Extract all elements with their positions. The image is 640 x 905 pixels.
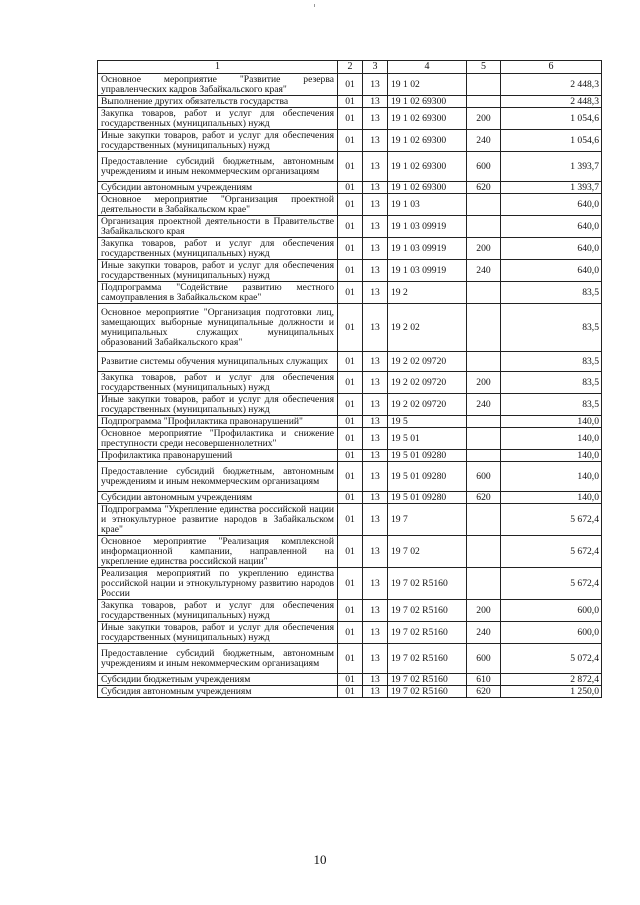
cell-target-article: 19 1 02 69300 (388, 182, 467, 194)
table-row (98, 504, 602, 536)
cell-target-article: 19 1 03 09919 (388, 260, 467, 282)
table-row (98, 394, 602, 416)
cell-section: 01 (338, 644, 363, 674)
cell-name: Предоставление субсидий бюджетным, автономным учреждениям и иным некоммерческим организациям (98, 152, 338, 182)
cell-expense-type: 200 (467, 108, 501, 130)
cell-section: 01 (338, 260, 363, 282)
cell-name: Закупка товаров, работ и услуг для обеспечения государственных (муниципальных) нужд (98, 600, 338, 622)
cell-amount: 600,0 (501, 600, 602, 622)
cell-expense-type (467, 568, 501, 600)
cell-name: Подпрограмма "Содействие развитию местного самоуправления в Забайкальском крае" (98, 282, 338, 304)
table-row (98, 216, 602, 238)
cell-amount: 5 672,4 (501, 568, 602, 600)
cell-subsection: 13 (363, 130, 388, 152)
cell-name: Подпрограмма "Укрепление единства российской нации и этнокультурное развитие народов в Забайкальском крае" (98, 504, 338, 536)
table-row (98, 372, 602, 394)
cell-target-article: 19 7 02 R5160 (388, 686, 467, 698)
cell-subsection: 13 (363, 216, 388, 238)
cell-section: 01 (338, 194, 363, 216)
cell-section: 01 (338, 492, 363, 504)
table-row (98, 674, 602, 686)
cell-expense-type: 620 (467, 182, 501, 194)
cell-target-article: 19 1 03 09919 (388, 216, 467, 238)
cell-expense-type (467, 416, 501, 428)
col-header-6: 6 (501, 61, 602, 74)
cell-section: 01 (338, 504, 363, 536)
cell-name: Развитие системы обучения муниципальных служащих (98, 352, 338, 372)
table-row (98, 238, 602, 260)
cell-amount: 600,0 (501, 622, 602, 644)
cell-target-article: 19 1 02 69300 (388, 130, 467, 152)
cell-subsection: 13 (363, 536, 388, 568)
cell-name: Выполнение других обязательств государства (98, 96, 338, 108)
cell-name: Закупка товаров, работ и услуг для обеспечения государственных (муниципальных) нужд (98, 238, 338, 260)
cell-target-article: 19 1 02 (388, 74, 467, 96)
cell-section: 01 (338, 130, 363, 152)
cell-section: 01 (338, 152, 363, 182)
table-row (98, 536, 602, 568)
cell-name: Подпрограмма "Профилактика правонарушений" (98, 416, 338, 428)
cell-amount: 1 054,6 (501, 130, 602, 152)
cell-expense-type: 610 (467, 674, 501, 686)
cell-name: Субсидии бюджетным учреждениям (98, 674, 338, 686)
table-row (98, 622, 602, 644)
cell-amount: 1 393,7 (501, 152, 602, 182)
cell-section: 01 (338, 686, 363, 698)
cell-name: Основное мероприятие "Организация проектной деятельности в Забайкальском крае" (98, 194, 338, 216)
cell-section: 01 (338, 536, 363, 568)
table-row (98, 96, 602, 108)
cell-amount: 640,0 (501, 216, 602, 238)
table-row (98, 182, 602, 194)
cell-expense-type (467, 282, 501, 304)
cell-amount: 140,0 (501, 462, 602, 492)
cell-subsection: 13 (363, 238, 388, 260)
cell-expense-type: 240 (467, 260, 501, 282)
cell-target-article: 19 1 02 69300 (388, 152, 467, 182)
cell-section: 01 (338, 450, 363, 462)
table-row (98, 352, 602, 372)
cell-section: 01 (338, 182, 363, 194)
cell-expense-type: 620 (467, 492, 501, 504)
col-header-4: 4 (388, 61, 467, 74)
cell-expense-type (467, 216, 501, 238)
cell-amount: 140,0 (501, 428, 602, 450)
cell-amount: 140,0 (501, 492, 602, 504)
table-row (98, 282, 602, 304)
cell-expense-type (467, 352, 501, 372)
cell-section: 01 (338, 282, 363, 304)
table-row (98, 568, 602, 600)
cell-name: Субсидия автономным учреждениям (98, 686, 338, 698)
table-row (98, 416, 602, 428)
cell-expense-type: 240 (467, 130, 501, 152)
col-header-1: 1 (98, 61, 338, 74)
cell-amount: 83,5 (501, 282, 602, 304)
table-row (98, 450, 602, 462)
cell-subsection: 13 (363, 428, 388, 450)
col-header-3: 3 (363, 61, 388, 74)
cell-amount: 83,5 (501, 304, 602, 352)
cell-target-article: 19 5 01 09280 (388, 450, 467, 462)
cell-subsection: 13 (363, 644, 388, 674)
cell-section: 01 (338, 352, 363, 372)
cell-name: Основное мероприятие "Организация подготовки лиц, замещающих выборные муниципальные должности и муниципальных служащих муниципальных образований Забайкальского края" (98, 304, 338, 352)
cell-expense-type: 600 (467, 152, 501, 182)
budget-table-container (97, 60, 602, 698)
cell-section: 01 (338, 304, 363, 352)
table-row (98, 304, 602, 352)
cell-target-article: 19 1 02 69300 (388, 108, 467, 130)
cell-target-article: 19 5 01 09280 (388, 492, 467, 504)
cell-amount: 2 448,3 (501, 74, 602, 96)
cell-section: 01 (338, 462, 363, 492)
cell-subsection: 13 (363, 492, 388, 504)
cell-amount: 83,5 (501, 352, 602, 372)
cell-section: 01 (338, 600, 363, 622)
cell-name: Иные закупки товаров, работ и услуг для обеспечения государственных (муниципальных) нужд (98, 260, 338, 282)
table-row (98, 600, 602, 622)
table-body (98, 74, 602, 698)
cell-target-article: 19 2 02 09720 (388, 352, 467, 372)
cell-amount: 1 054,6 (501, 108, 602, 130)
cell-subsection: 13 (363, 394, 388, 416)
cell-amount: 2 448,3 (501, 96, 602, 108)
cell-target-article: 19 2 (388, 282, 467, 304)
cell-target-article: 19 1 03 09919 (388, 238, 467, 260)
cell-section: 01 (338, 108, 363, 130)
cell-amount: 640,0 (501, 238, 602, 260)
cell-expense-type: 200 (467, 238, 501, 260)
cell-subsection: 13 (363, 260, 388, 282)
cell-section: 01 (338, 416, 363, 428)
cell-subsection: 13 (363, 416, 388, 428)
cell-expense-type (467, 450, 501, 462)
cell-target-article: 19 1 03 (388, 194, 467, 216)
cell-section: 01 (338, 674, 363, 686)
cell-section: 01 (338, 238, 363, 260)
cell-name: Субсидии автономным учреждениям (98, 492, 338, 504)
cell-section: 01 (338, 74, 363, 96)
cell-section: 01 (338, 394, 363, 416)
cell-name: Организация проектной деятельности в Правительстве Забайкальского края (98, 216, 338, 238)
cell-name: Субсидии автономным учреждениям (98, 182, 338, 194)
cell-section: 01 (338, 428, 363, 450)
cell-name: Основное мероприятие "Профилактика и снижение преступности среди несовершеннолетних" (98, 428, 338, 450)
cell-subsection: 13 (363, 96, 388, 108)
cell-target-article: 19 7 02 R5160 (388, 644, 467, 674)
cell-amount: 2 872,4 (501, 674, 602, 686)
cell-section: 01 (338, 96, 363, 108)
cell-amount: 140,0 (501, 416, 602, 428)
cell-name: Иные закупки товаров, работ и услуг для обеспечения государственных (муниципальных) нужд (98, 130, 338, 152)
cell-target-article: 19 7 02 R5160 (388, 622, 467, 644)
cell-name: Основное мероприятие "Реализация комплексной информационной кампании, направленной на укрепление единства российской нации" (98, 536, 338, 568)
cell-name: Закупка товаров, работ и услуг для обеспечения государственных (муниципальных) нужд (98, 108, 338, 130)
cell-subsection: 13 (363, 450, 388, 462)
cell-expense-type (467, 74, 501, 96)
cell-target-article: 19 7 02 R5160 (388, 568, 467, 600)
cell-expense-type (467, 504, 501, 536)
cell-subsection: 13 (363, 504, 388, 536)
cell-target-article: 19 7 (388, 504, 467, 536)
cell-expense-type: 240 (467, 622, 501, 644)
cell-amount: 5 672,4 (501, 504, 602, 536)
cell-name: Иные закупки товаров, работ и услуг для обеспечения государственных (муниципальных) нужд (98, 622, 338, 644)
cell-subsection: 13 (363, 152, 388, 182)
cell-subsection: 13 (363, 600, 388, 622)
cell-name: Предоставление субсидий бюджетным, автономным учреждениям и иным некоммерческим организациям (98, 644, 338, 674)
cell-subsection: 13 (363, 74, 388, 96)
table-row (98, 462, 602, 492)
cell-target-article: 19 5 (388, 416, 467, 428)
table-row (98, 194, 602, 216)
cell-expense-type: 200 (467, 372, 501, 394)
cell-amount: 640,0 (501, 260, 602, 282)
cell-name: Иные закупки товаров, работ и услуг для обеспечения государственных (муниципальных) нужд (98, 394, 338, 416)
cell-section: 01 (338, 622, 363, 644)
cell-subsection: 13 (363, 304, 388, 352)
cell-expense-type (467, 194, 501, 216)
cell-name: Предоставление субсидий бюджетным, автономным учреждениям и иным некоммерческим организациям (98, 462, 338, 492)
cell-amount: 140,0 (501, 450, 602, 462)
cell-name: Основное мероприятие "Развитие резерва управленческих кадров Забайкальского края" (98, 74, 338, 96)
table-row (98, 130, 602, 152)
cell-expense-type: 600 (467, 644, 501, 674)
cell-amount: 5 672,4 (501, 536, 602, 568)
cell-name: Реализация мероприятий по укреплению единства российской нации и этнокультурному развитию народов России (98, 568, 338, 600)
cell-target-article: 19 7 02 (388, 536, 467, 568)
cell-subsection: 13 (363, 182, 388, 194)
cell-subsection: 13 (363, 622, 388, 644)
cell-amount: 5 072,4 (501, 644, 602, 674)
cell-subsection: 13 (363, 674, 388, 686)
cell-target-article: 19 5 01 (388, 428, 467, 450)
cell-amount: 83,5 (501, 372, 602, 394)
table-row (98, 686, 602, 698)
cell-subsection: 13 (363, 352, 388, 372)
cell-section: 01 (338, 568, 363, 600)
table-row (98, 152, 602, 182)
cell-amount: 640,0 (501, 194, 602, 216)
cell-expense-type: 200 (467, 600, 501, 622)
cell-expense-type: 600 (467, 462, 501, 492)
cell-subsection: 13 (363, 108, 388, 130)
cell-subsection: 13 (363, 462, 388, 492)
cell-target-article: 19 7 02 R5160 (388, 600, 467, 622)
cell-subsection: 13 (363, 282, 388, 304)
table-row (98, 428, 602, 450)
cell-expense-type (467, 304, 501, 352)
cell-target-article: 19 2 02 09720 (388, 394, 467, 416)
cell-expense-type (467, 536, 501, 568)
table-row (98, 74, 602, 96)
cell-subsection: 13 (363, 568, 388, 600)
table-row (98, 492, 602, 504)
cell-expense-type: 240 (467, 394, 501, 416)
budget-table (97, 60, 602, 698)
cell-target-article: 19 2 02 09720 (388, 372, 467, 394)
scan-mark (314, 4, 315, 7)
page-number: 10 (313, 852, 327, 867)
cell-section: 01 (338, 372, 363, 394)
cell-subsection: 13 (363, 372, 388, 394)
cell-amount: 1 393,7 (501, 182, 602, 194)
cell-amount: 1 250,0 (501, 686, 602, 698)
table-header-row (98, 61, 602, 74)
cell-section: 01 (338, 216, 363, 238)
cell-target-article: 19 1 02 69300 (388, 96, 467, 108)
col-header-2: 2 (338, 61, 363, 74)
cell-target-article: 19 7 02 R5160 (388, 674, 467, 686)
cell-name: Закупка товаров, работ и услуг для обеспечения государственных (муниципальных) нужд (98, 372, 338, 394)
cell-amount: 83,5 (501, 394, 602, 416)
cell-subsection: 13 (363, 194, 388, 216)
table-row (98, 108, 602, 130)
col-header-5: 5 (467, 61, 501, 74)
cell-target-article: 19 2 02 (388, 304, 467, 352)
table-row (98, 644, 602, 674)
cell-name: Профилактика правонарушений (98, 450, 338, 462)
table-row (98, 260, 602, 282)
cell-expense-type (467, 96, 501, 108)
cell-target-article: 19 5 01 09280 (388, 462, 467, 492)
cell-expense-type: 620 (467, 686, 501, 698)
cell-expense-type (467, 428, 501, 450)
cell-subsection: 13 (363, 686, 388, 698)
